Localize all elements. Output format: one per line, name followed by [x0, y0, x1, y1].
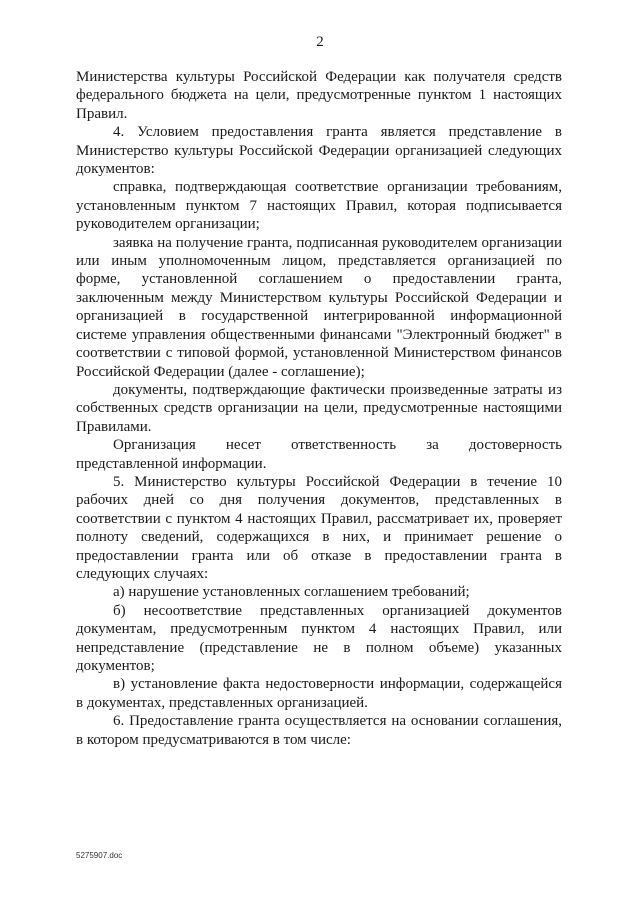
- paragraph-item-6: 6. Предоставление гранта осуществляется на основании соглашения, в котором предусматриваются в том числе:: [76, 713, 562, 748]
- document-file-code: 5275907.doc: [76, 851, 123, 860]
- paragraph-application: заявка на получение гранта, подписанная руководителем организации или иным уполномоченным лицом, представляется организацией по форме, установленной соглашением о предоставлении гранта, заключенным между Министерством культуры Российской Федерации и организацией в государственной интегрированной информационной системе управления общественными финансами "Электронный бюджет" в соответствии с типовой формой, установленной Министерством финансов Российской Федерации (далее - соглашение);: [76, 234, 562, 380]
- paragraph-expense-documents: документы, подтверждающие фактически произведенные затраты из собственных средств организации на цели, предусмотренные настоящими Правилами.: [76, 381, 562, 435]
- page-number: 2: [316, 34, 324, 50]
- paragraph-item-5a: а) нарушение установленных соглашением требований;: [113, 584, 470, 601]
- paragraph-item-5v: в) установление факта недостоверности информации, содержащейся в документах, представленных организацией.: [76, 676, 562, 711]
- paragraph-item-4: 4. Условием предоставления гранта является представление в Министерство культуры Российской Федерации организацией следующих документов:: [76, 124, 562, 178]
- document-body: [76, 68, 562, 749]
- paragraph-responsibility: Организация несет ответственность за достоверность представленной информации.: [76, 437, 562, 472]
- paragraph-item-5: 5. Министерство культуры Российской Федерации в течение 10 рабочих дней со дня получения документов, представленных в соответствии с пунктом 4 настоящих Правил, рассматривает их, проверяет полноту сведений, содержащихся в них, и принимает решение о предоставлении гранта или об отказе в предоставлении гранта в следующих случаях:: [76, 473, 562, 582]
- paragraph-certificate: справка, подтверждающая соответствие организации требованиям, установленным пунктом 7 настоящих Правил, которая подписывается руководителем организации;: [76, 179, 562, 233]
- paragraph-continuation: Министерства культуры Российской Федерации как получателя средств федерального бюджета на цели, предусмотренные пунктом 1 настоящих Правил.: [76, 69, 562, 122]
- paragraph-item-5b: б) несоответствие представленных организацией документов документам, предусмотренным пунктом 4 настоящих Правил, или непредставление (представление не в полном объеме) указанных документов;: [76, 602, 562, 674]
